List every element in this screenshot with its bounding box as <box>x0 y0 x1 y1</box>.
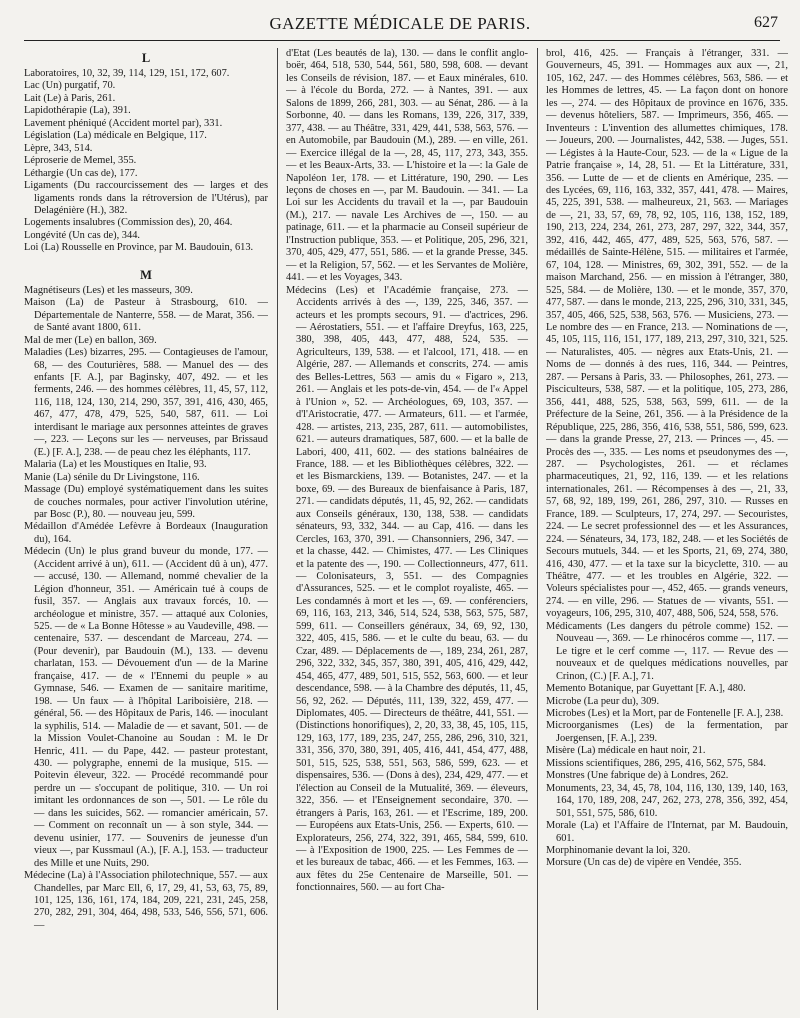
index-entry: Mal de mer (Le) en ballon, 369. <box>24 334 157 346</box>
section-letter-heading: L <box>141 51 151 65</box>
index-column-right <box>546 48 788 1010</box>
index-columns <box>24 48 788 1010</box>
index-entry: Maison (La) de Pasteur à Strasbourg, 610. — Départementale de Nanterre, 558. — de Marat, 356. — de Santé avant 1800, 611. <box>24 297 268 334</box>
header-rule <box>24 40 780 41</box>
running-head <box>0 14 800 40</box>
index-entry: Memento Botanique, par Guyettant [F. A.], 480. <box>546 683 746 695</box>
index-entry: Médecine (La) à l'Association philotechnique, 557. — aux Chandelles, par Marc Ell, 6, 17, 29, 41, 53, 63, 75, 89, 101, 125, 136, 161, 174, 184, 209, 221, 231, 245, 258, 270, 282, 291, 304, 464, 498, 533, 546, 556, 571, 606. — <box>24 870 268 931</box>
index-entry: Manie (La) sénile du Dr Livingstone, 116. <box>24 471 200 483</box>
index-entry: Léproserie de Memel, 355. <box>24 155 137 167</box>
column-divider <box>537 48 538 1010</box>
index-entry: Microorganismes (Les) de la fermentation, par Joergensen, [F. A.], 239. <box>546 720 788 744</box>
index-entry: Lèpre, 343, 514. <box>24 142 93 154</box>
index-entry-continued: brol, 416, 425. — Français à l'étranger, 331. — Gouverneurs, 45, 391. — Hommages aux aux —, 21, 105, 162, 247. — des Hommes célèbres, 563, 586. — et les Hommes de lettres, 45. — La façon dont on honore les —, 274. — des Hôpitaux de province en 1676, 335. — devenus hôteliers, 587. — Imprimeurs, 356, 465. — Inventeurs : L'invention des allumettes chimiques, 178. — Joueurs, 200. — Journalistes, 442, 538. — Juges, 551. — Légistes à la Haute-Cour, 523. — de la « Ligue de la Patrie française », 14, 28, 51. — Et la Littérature, 331, 356. — Lutte de — et de clients en Amérique, 235. — des Lycées, 69, 116, 163, 332, 357, 441, 478. — Maires, 45, 225, 391, 538. — malheureux, 21, 563. — Mariages de —, 21, 33, 57, 69, 78, 92, 105, 116, 138, 152, 189, 190, 213, 224, 234, 261, 273, 287, 297, 322, 344, 357, 392, 416, 442, 465, 477, 489, 525, 563, 576, 587. — médaillés de Sainte-Hélène, 515. — militaires et l'armée, 67, 104, 128. — Ministres, 69, 302, 391, 552. — de la maison Marchand, 256. — en mission à l'étranger, 380, 525, 584. — de Molière, 130. — et le monde, 357, 370, 477, 587. — dans le monde, 213, 225, 296, 310, 331, 345, 357, 405, 466, 525, 538, 563, 576. — Musiciens, 273. — Le nombre des — en France, 213. — Nominations de —, 45, 105, 115, 116, 151, 177, 189, 213, 297, 310, 321, 525. — Naturalistes, 405. — nègres aux Etats-Unis, 21. — Noms de — donnés à des rues, 116, 344. — Peintres, 287. — Persans à Paris, 33. — Philosophes, 261, 273. — Pisciculteurs, 538, 587. — et la politique, 105, 273, 286, 356, 441, 488, 525, 538, 563, 599, 611. — de la Préfecture de la Seine, 261, 356. — à la Présidence de la République, 225, 286, 356, 416, 538, 551, 586, 599, 623. — dans la grande Presse, 27, 213. — Princes —, 45. — Procès des —, 335. — Les noms et pseudonymes des —, 287. — Psychologistes, 261. — et réclames pharmaceutiques, 21, 92, 116, 139. — et les relations internationales, 261. — Récompenses à des —, 21, 33, 57, 68, 92, 189, 199, 261, 286, 297, 310. — Russes en France, 189. — Sculpteurs, 17, 274, 297. — Secouristes, 224. — Le secret professionnel des — et les Assurances, 224. — Sénateurs, 34, 173, 182, 248. — et les Sociétés de Secours mutuels, 344. — et les Sports, 21, 69, 274, 380, 416, 430, 477. — et la taxe sur la bicyclette, 310. — au Théâtre, 477. — et les troubles en Algérie, 322. — Voleurs spécialistes pour —, 452, 465. — grands veneurs, 274. — en ville, 296. — Statues de — vivants, 551. — voyageurs, 106, 295, 310, 407, 488, 506, 524, 558, 576. <box>546 48 788 620</box>
index-entry: Médecin (Un) le plus grand buveur du monde, 177. — (Accident arrivé à un), 611. — (Accident dû à un), 477. — accusé, 130. — Allemand, nommé chevalier de la Légion d'honneur, 351. — Américain tué à coups de fusil, 357. — Anglais aux travaux forcés, 10. — archéologue et ministre, 357. — attaqué aux Colonies, 525. — de « La Bonne Hôtesse » au Vaudeville, 498. — centenaire, 537. — descendant de Marceau, 274. — (Pour devenir), par Baudouin (M.), 133. — devenu charlatan, 153. — Dévouement d'un — de la Marine française, 417. — de « l'Ennemi du peuple » au Gymnase, 546. — Examen de — sanitaire maritime, 198. — Un faux — à l'hôpital Lariboisière, 218. — général, 56. — des Hôpitaux de Paris, 146. — inoculant la syphilis, 514. — Maladie de — et savant, 501. — de la Mission Voulet-Chanoine au Soudan : M. le Dr Henric, 411. — du Pape, 442. — pasteur protestant, 430. — polygraphe, ennemi de la musique, 515. — Poitevin éleveur, 322. — Procédé recommandé pour perdre un — s'occupant de politique, 310. — Un roi imitant les ordonnances de son —, 501. — Le rôle du — dans les suicides, 562. — romancier américain, 57. — Comment on reconnaît un — à son style, 344. — devenu usinier, 177. — Souvenirs de jeunesse d'un vieux —, par Kussmaul (A.), [F. A.], 153. — traducteur des Mille et une Nuits, 290. <box>24 546 268 869</box>
index-entry: Morsure (Un cas de) de vipère en Vendée, 355. <box>546 857 742 869</box>
index-entry: Missions scientifiques, 286, 295, 416, 562, 575, 584. <box>546 757 766 769</box>
index-entry: Morphinomanie devant la loi, 320. <box>546 845 691 856</box>
index-entry: Médicaments (Les dangers du pétrole comme) 152. — Nouveau —, 369. — Le rhinocéros comme —, 117. — Le tigre et le cerf comme —, 117. — Revue des — nouveaux et de quelques médications nouvelles, par Crinon, (C.) [F. A.], 71. <box>546 620 788 682</box>
index-entry: Microbes (Les) et la Mort, par de Fontenelle [F. A.], 238. <box>546 708 784 720</box>
index-entry: Ligaments (Du raccourcissement des — larges et des ligaments ronds dans la rétroversion de l'Utérus), par Delagénière (H.), 382. <box>24 180 268 216</box>
index-entry: Monstres (Une fabrique de) à Londres, 262. <box>546 770 729 782</box>
index-entry: Monuments, 23, 34, 45, 78, 104, 116, 130, 139, 140, 163, 164, 170, 189, 208, 247, 262, 273, 278, 356, 392, 454, 501, 551, 575, 586, 610. <box>546 782 788 819</box>
index-entry: Maladies (Les) bizarres, 295. — Contagieuses de l'amour, 68, — des Couturières, 588. — Manuel des — des enfants [F. A.], par Baginsky, 407, 492. — et les ferments, 246. — des hommes célèbres, 11, 45, 57, 112, 116, 118, 124, 130, 214, 290, 357, 391, 416, 430, 465, 467, 477, 478, 479, 525, 540, 587, 611. — Loi interdisant le mariage aux personnes atteintes de graves —, 223. — Leçons sur les — nerveuses, par Brissaud (E.) [F. A.], 238. — de peau chez les éléphants, 117. <box>24 347 268 458</box>
index-entry: Médaillon d'Amédée Lefèvre à Bordeaux (Inauguration du), 164. <box>24 521 268 545</box>
index-entry: Microbe (La peur du), 309. <box>546 695 660 707</box>
index-entry: Magnétiseurs (Les) et les masseurs, 309. <box>24 284 193 296</box>
index-entry: Lait (Le) à Paris, 261. <box>24 92 116 104</box>
index-entry: Loi (La) Rousselle en Province, par M. Baudouin, 613. <box>24 242 254 254</box>
section-letter-heading: M <box>140 267 152 282</box>
index-entry: Médecins (Les) et l'Académie française, 273. — Accidents arrivés à des —, 139, 225, 346, 357. — acteurs et les prompts secours, 91. — d'actrices, 296. — Aérostatiers, 551. — et l'affaire Dreyfus, 163, 225, 380, 398, 405, 443, 477, 488, 524, 535. — Agriculteurs, 139, 538. — et l'alcool, 171, 418. — en Algérie, 287. — Allemands et conscrits, 274. — amis des Belles-Lettres, 563 — amis du « Figaro », 213, 261. — Anglais et les pots-de-vin, 454. — de l'« Appel à l'Union », 52. — Archéologues, 69, 103, 357. — d'l'Aristocratie, 477. — Armateurs, 611. — et l'armée, 428. — artistes, 213, 235, 287, 611. — automobilistes, 621. — auteurs dramatiques, 587, 600. — et la balle de Labori, 400, 411, 602. — des stations balnéaires de France, 188. — et les Bibliothèques célèbres, 322. — et les Bismarckiens, 139. — Botanistes, 247. — et la boxe, 69. — des Bureaux de bienfaisance à Paris, 187, 271. — candidats députés, 11, 45, 92, 262. — candidats aux Conseils généraux, 130, 138, 538. — candidats sénateurs, 93, 332, 344. — au Cap, 416. — dans les Cercles, 163, 370, 391. — Chansonniers, 296, 347. — et la chasse, 442. — Chimistes, 477. — Les Cliniques et la patente des —, 190. — Collectionneurs, 477, 611. — Colonisateurs, 3, 551. — des Compagnies d'Assurances, 525. — et le complot royaliste, 465. — Les condamnés à mort et les —, 69. — conférenciers, 69, 116, 163, 213, 346, 514, 524, 538, 563, 575, 587, 599, 611. — Conseillers généraux, 34, 69, 92, 130, 322, 405, 415, 586. — et le culte du beau, 63. — du Czar, 489. — Déplacements de —, 189, 234, 261, 287, 296, 322, 332, 345, 357, 380, 391, 405, 416, 429, 442, 454, 465, 477, 489, 501, 515, 552, 563, 600. — et leur descendance, 598. — à la Chambre des députés, 11, 45, 56, 92, 262. — Députés, 111, 139, 322, 459, 477. — Diplomates, 405. — Directeurs de théâtre, 441, 551. — (Distinctions honorifiques), 2, 20, 33, 38, 45, 105, 115, 129, 163, 177, 189, 235, 247, 255, 286, 296, 310, 321, 331, 356, 370, 380, 391, 405, 416, 441, 454, 477, 488, 501, 515, 525, 538, 551, 563, 586, 599, 623. — et dispensaires, 536. — (Dons à des), 234, 429, 477. — et l'élection au Conseil de la Mutualité, 369. — éleveurs, 322, 356. — et l'Enseignement secondaire, 370. — étrangers à Paris, 163, 261. — et l'Escrime, 189, 200. — Européens aux Etats-Unis, 256. — Experts, 610. — Explorateurs, 256, 274, 322, 391, 465, 584, 599, 610. — à l'Exposition de 1900, 225. — Les Femmes de — et les bureaux de tabac, 466. — et les Femmes, 163. — aux fêtes du 25e Centenaire de Marseille, 501. — fonctionnaires, 560. — au fort Cha- <box>286 284 528 894</box>
index-entry: Longévité (Un cas de), 344. <box>24 229 140 241</box>
index-entry: Lavement phéniqué (Accident mortel par), 331. <box>24 117 223 129</box>
index-column-left <box>24 48 268 1010</box>
index-entry: Lapidothérapie (La), 391. <box>24 105 131 117</box>
index-entry: Misère (La) médicale en haut noir, 21. <box>546 745 706 757</box>
index-entry: Logements insalubres (Commission des), 20, 464. <box>24 217 233 229</box>
index-entry: Malaria (La) et les Moustiques en Italie, 93. <box>24 459 207 471</box>
index-entry: Laboratoires, 10, 32, 39, 114, 129, 151, 172, 607. <box>24 68 230 79</box>
page-number: 627 <box>754 14 778 31</box>
index-column-middle <box>286 48 528 1010</box>
journal-title: GAZETTE MÉDICALE DE PARIS. <box>269 14 531 33</box>
index-entry-continued: d'Etat (Les beautés de la), 130. — dans le conflit anglo-boër, 464, 518, 530, 544, 561, 580, 598, 608. — devant les Conseils de révision, 187. — et Eaux minérales, 610. — à l'école du Borda, 272. — à Nantes, 391. — aux Salons de 1899, 266, 281, 303. — au Sénat, 286. — à la Sorbonne, 40. — dans les Romans, 139, 226, 317, 339, 377, 438. — au Théâtre, 331, 429, 441, 538, 563, 576. — en Automobile, par Baudouin (M.), 289. — en ville, 261. — Exercice illégal de la —, 28, 45, 117, 273, 343, 355. — et les Beaux-Arts, 33. — L'histoire et la —: la Gale de Napoléon 1er, 178. — et Littérature, 190, 290. — Les leçons de choses en —, par M. Baudouin. — 341. — La Loi sur les Accidents du travail et la —, par Baudouin (M.), 217. — navale Les Archives de —, 150. — au patinage, 611. — et la pharmacie au Conseil supérieur de l'Instruction publique, 353. — et Politique, 205, 296, 321, 370, 405, 429, 477, 551, 586. — et la grande Presse, 345. — et la Religion, 57, 562. — et les Servantes de Molière, 441. — et les Voyages, 343. <box>286 48 528 284</box>
index-entry: Lac (Un) purgatif, 70. <box>24 80 116 92</box>
index-entry: Massage (Du) employé systématiquement dans les suites de couches normales, pour activer l'involution utérine, par Bosc (P.), 80. — nouveau jeu, 599. <box>24 484 268 520</box>
index-entry: Morale (La) et l'Affaire de l'Internat, par M. Baudouin, 601. <box>546 820 788 844</box>
index-entry: Léthargie (Un cas de), 177. <box>24 167 138 179</box>
column-divider <box>277 48 278 1010</box>
index-entry: Législation (La) médicale en Belgique, 117. <box>24 130 207 142</box>
